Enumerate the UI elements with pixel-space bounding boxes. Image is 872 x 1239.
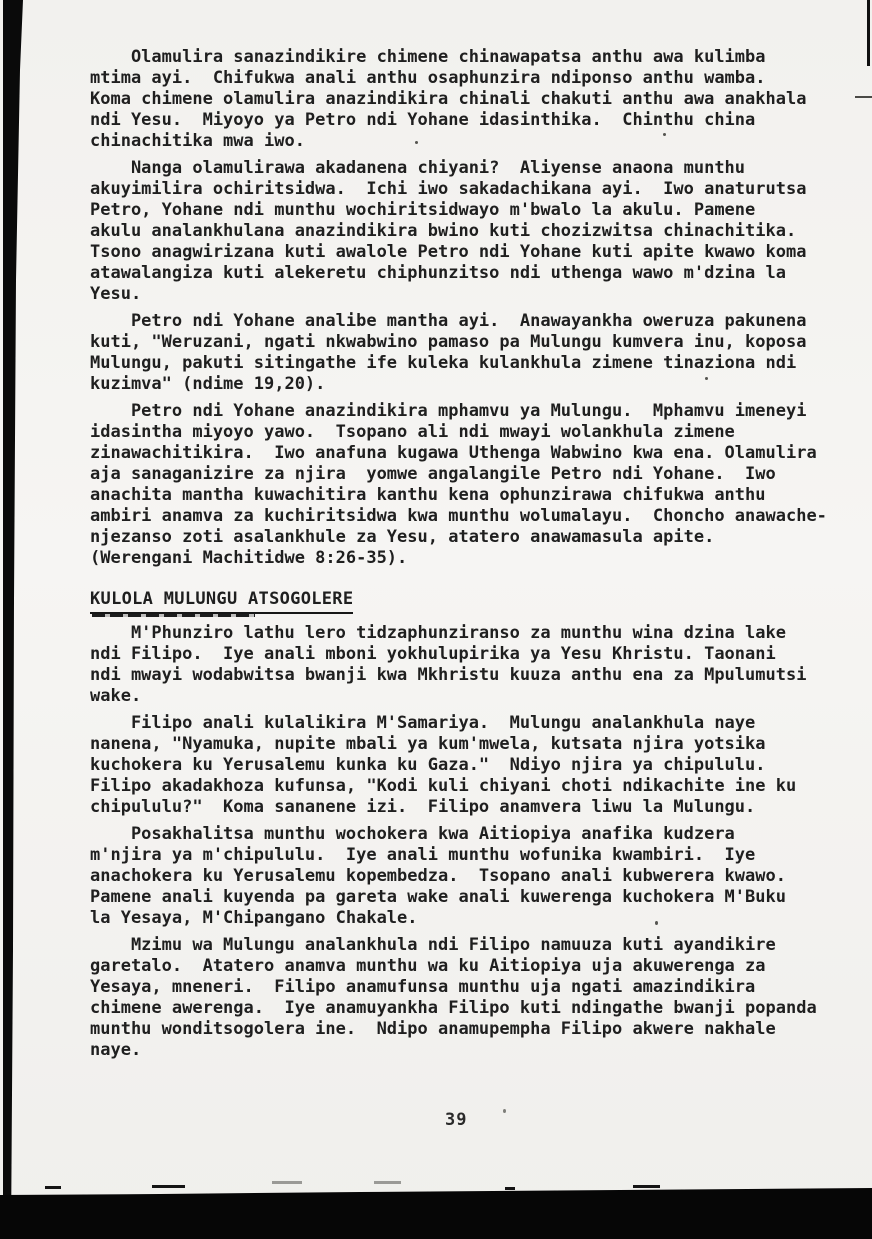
- text-line: atawalangiza kuti alekeretu chiphunzitso ndi uthenga wawo m'dzina la: [90, 263, 786, 283]
- text-line: anachokera ku Yerusalemu kopembedza. Tsopano anali kubwerera kwawo.: [90, 866, 786, 886]
- scan-artifact-smudge: [374, 1181, 401, 1184]
- text-line: Pamene anali kuyenda pa gareta wake anali kuwerenga kuchokera M'Buku: [90, 887, 786, 907]
- text-line: Posakhalitsa munthu wochokera kwa Aitiopiya anafika kudzera: [90, 824, 735, 844]
- text-line: ndi Filipo. Iye anali mboni yokhulupirika ya Yesu Khristu. Taonani: [90, 644, 776, 664]
- paragraph: [90, 311, 835, 395]
- text-line: munthu wonditsogolera ine. Ndipo anamupempha Filipo akwere nakhale: [90, 1019, 776, 1039]
- text-line: chimene awerenga. Iye anamuyankha Filipo kuti ndingathe bwanji popanda: [90, 998, 817, 1018]
- text-line: akulu analankhulana anazindikira bwino kuti chozizwitsa chinachitika.: [90, 221, 797, 241]
- scan-artifact-dash: [152, 1185, 185, 1188]
- ink-speck: [503, 1109, 506, 1113]
- text-line: ndi mwayi wodabwitsa bwanji kwa Mkhristu kuuza anthu ena za Mpulumutsi: [90, 665, 807, 685]
- text-line: kuti, "Weruzani, ngati nkwabwino pamaso pa Mulungu kumvera inu, koposa: [90, 332, 807, 352]
- text-line: ambiri anamva za kuchiritsidwa kwa munthu wolumalayu. Choncho anawache-: [90, 506, 827, 526]
- text-line: Tsono anagwirizana kuti awalole Petro ndi Yohane kuti apite kwawo koma: [90, 242, 807, 262]
- scan-artifact-smudge: [272, 1181, 302, 1184]
- section-heading: [90, 589, 835, 614]
- text-line: chinachitika mwa iwo.: [90, 131, 305, 151]
- text-line: Yesaya, mneneri. Filipo anamufunsa munthu uja ngati amazindikira: [90, 977, 756, 997]
- paragraph: [90, 158, 835, 305]
- paragraph: [90, 935, 835, 1061]
- text-line: la Yesaya, M'Chipangano Chakale.: [90, 908, 418, 928]
- text-line: Filipo anali kulalikira M'Samariya. Mulungu analankhula naye: [90, 713, 756, 733]
- text-line: nanena, "Nyamuka, nupite mbali ya kum'mwela, kutsata njira yotsika: [90, 734, 766, 754]
- scan-artifact-dash: [45, 1186, 61, 1189]
- text-line: Petro ndi Yohane analibe mantha ayi. Anawayankha oweruza pakunena: [90, 311, 807, 331]
- text-line: akuyimilira ochiritsidwa. Ichi iwo sakadachikana ayi. Iwo anaturutsa: [90, 179, 807, 199]
- text-line: Petro ndi Yohane anazindikira mphamvu ya Mulungu. Mphamvu imeneyi: [90, 401, 807, 421]
- text-line: Nanga olamulirawa akadanena chiyani? Aliyense anaona munthu: [90, 158, 746, 178]
- text-line: anachita mantha kuwachitira kanthu kena ophunzirawa chifukwa anthu: [90, 485, 766, 505]
- text-line: njezanso zoti asalankhule za Yesu, atatero anawamasula apite.: [90, 527, 715, 547]
- text-line: Petro, Yohane ndi munthu wochiritsidwayo m'bwalo la akulu. Pamene: [90, 200, 756, 220]
- text-line: kuzimva" (ndime 19,20).: [90, 374, 326, 394]
- text-line: m'njira ya m'chipululu. Iye anali munthu wofunika kwambiri. Iye: [90, 845, 756, 865]
- scan-edge-bottom: [0, 1188, 872, 1239]
- scan-artifact-dash: [855, 96, 872, 98]
- scan-artifact-smudge: [92, 614, 255, 617]
- text-line: M'Phunziro lathu lero tidzaphunziranso za munthu wina dzina lake: [90, 623, 786, 643]
- text-line: Filipo akadakhoza kufunsa, "Kodi kuli chiyani choti ndikachite ine ku: [90, 776, 797, 796]
- text-line: ndi Yesu. Miyoyo ya Petro ndi Yohane idasinthika. Chinthu china: [90, 110, 756, 130]
- paragraph: [90, 623, 835, 707]
- scan-edge-right-line: [867, 0, 870, 66]
- scan-artifact-dash: [633, 1185, 660, 1188]
- text-line: wake.: [90, 686, 142, 706]
- text-line: aja sanaganizire za njira yomwe angalangile Petro ndi Yohane. Iwo: [90, 464, 776, 484]
- paragraph: [90, 47, 835, 152]
- paragraph: [90, 824, 835, 929]
- text-line: naye.: [90, 1040, 142, 1060]
- page-number: 39: [445, 1110, 468, 1130]
- text-line: chipululu?" Koma sananene izi. Filipo anamvera liwu la Mulungu.: [90, 797, 756, 817]
- scan-edge-left: [3, 0, 23, 1239]
- text-line: Yesu.: [90, 284, 142, 304]
- text-line: Mzimu wa Mulungu analankhula ndi Filipo namuuza kuti ayandikire: [90, 935, 776, 955]
- text-line: Koma chimene olamulira anazindikira chinali chakuti anthu awa anakhala: [90, 89, 807, 109]
- section-heading-text: KULOLA MULUNGU ATSOGOLERE: [90, 589, 353, 614]
- text-line: zinawachitikira. Iwo anafuna kugawa Uthenga Wabwino kwa ena. Olamulira: [90, 443, 817, 463]
- text-line: (Werengani Machitidwe 8:26-35).: [90, 548, 408, 568]
- text-line: Olamulira sanazindikire chimene chinawapatsa anthu awa kulimba: [90, 47, 766, 67]
- scan-artifact-dash: [505, 1187, 515, 1190]
- text-line: Mulungu, pakuti sitingathe ife kuleka kulankhula zimene tinaziona ndi: [90, 353, 797, 373]
- text-line: mtima ayi. Chifukwa anali anthu osaphunzira ndiponso anthu wamba.: [90, 68, 766, 88]
- document-body: [90, 47, 835, 1067]
- paragraph: [90, 713, 835, 818]
- text-line: kuchokera ku Yerusalemu kunka ku Gaza." Ndiyo njira ya chipululu.: [90, 755, 766, 775]
- text-line: garetalo. Atatero anamva munthu wa ku Aitiopiya uja akuwerenga za: [90, 956, 766, 976]
- paragraph: [90, 401, 835, 569]
- text-line: idasintha miyoyo yawo. Tsopano ali ndi mwayi wolankhula zimene: [90, 422, 735, 442]
